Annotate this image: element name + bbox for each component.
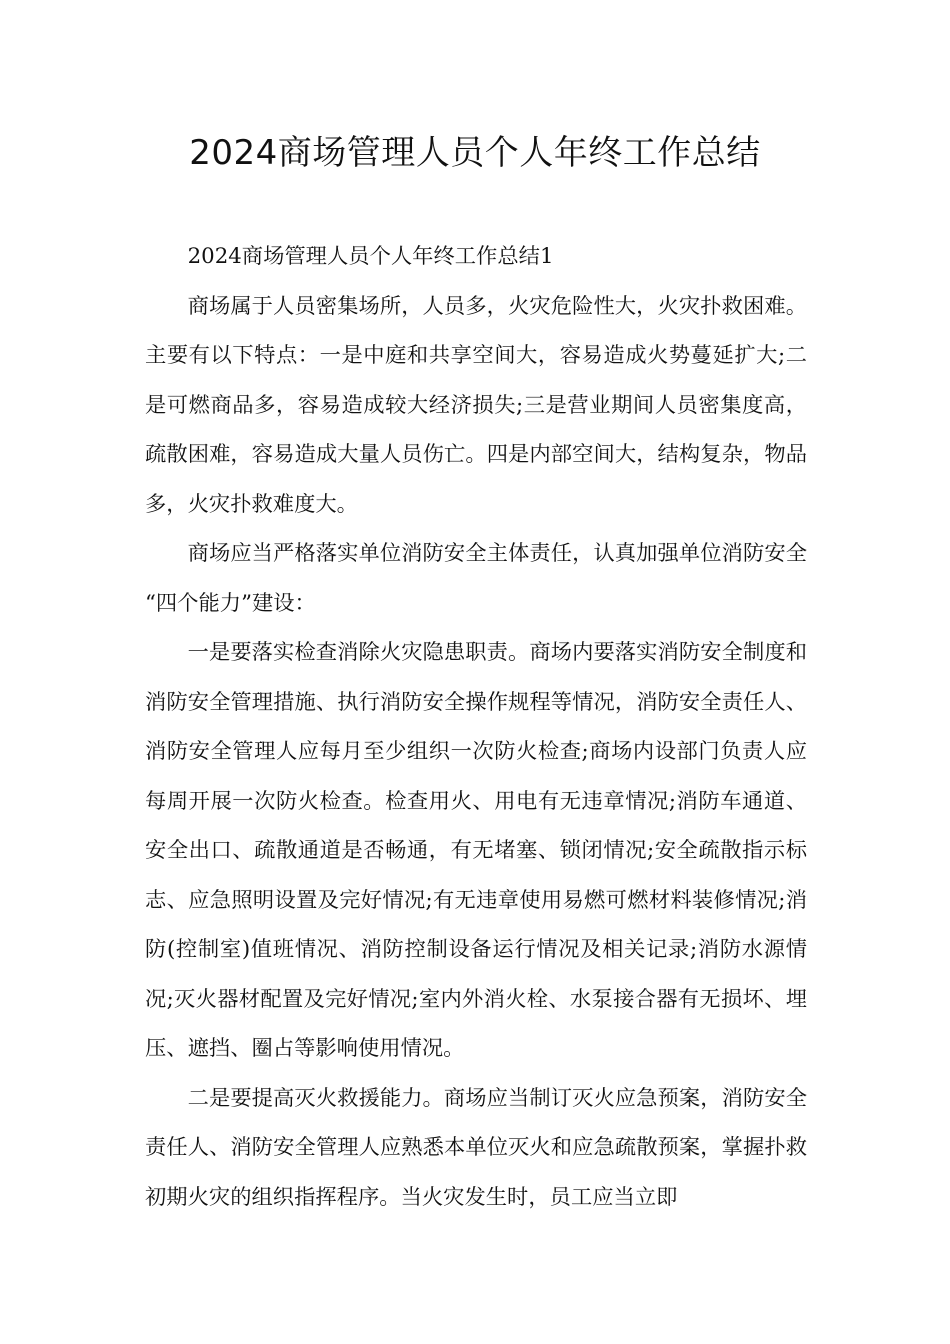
paragraph-responsibility: 商场应当严格落实单位消防安全主体责任，认真加强单位消防安全“四个能力”建设： — [145, 541, 807, 616]
paragraph-characteristics: 商场属于人员密集场所，人员多，火灾危险性大，火灾扑救困难。主要有以下特点：一是中庭和共享空间大，容易造成火势蔓延扩大;二是可燃商品多，容易造成较大经济损失;三是营业期间人员密集度高，疏散困难，容易造成大量人员伤亡。四是内部空间大，结构复杂，物品多，火灾扑救难度大。 — [145, 293, 807, 517]
document-body — [145, 232, 807, 1222]
document-title: 2024商场管理人员个人年终工作总结 — [189, 133, 761, 173]
paragraph-inspection: 一是要落实检查消除火灾隐患职责。商场内要落实消防安全制度和消防安全管理措施、执行消防安全操作规程等情况，消防安全责任人、消防安全管理人应每月至少组织一次防火检查;商场内设部门负责人应每周开展一次防火检查。检查用火、用电有无违章情况;消防车通道、安全出口、疏散通道是否畅通，有无堵塞、锁闭情况;安全疏散指示标志、应急照明设置及完好情况;有无违章使用易燃可燃材料装修情况;消防(控制室)值班情况、消防控制设备运行情况及相关记录;消防水源情况;灭火器材配置及完好情况;室内外消火栓、水泵接合器有无损坏、埋压、遮挡、圈占等影响使用情况。 — [145, 640, 807, 1061]
paragraph-rescue: 二是要提高灭火救援能力。商场应当制订灭火应急预案，消防安全责任人、消防安全管理人应熟悉本单位灭火和应急疏散预案，掌握扑救初期火灾的组织指挥程序。当火灾发生时，员工应当立即 — [145, 1085, 807, 1210]
section-heading: 2024商场管理人员个人年终工作总结1 — [187, 244, 554, 269]
